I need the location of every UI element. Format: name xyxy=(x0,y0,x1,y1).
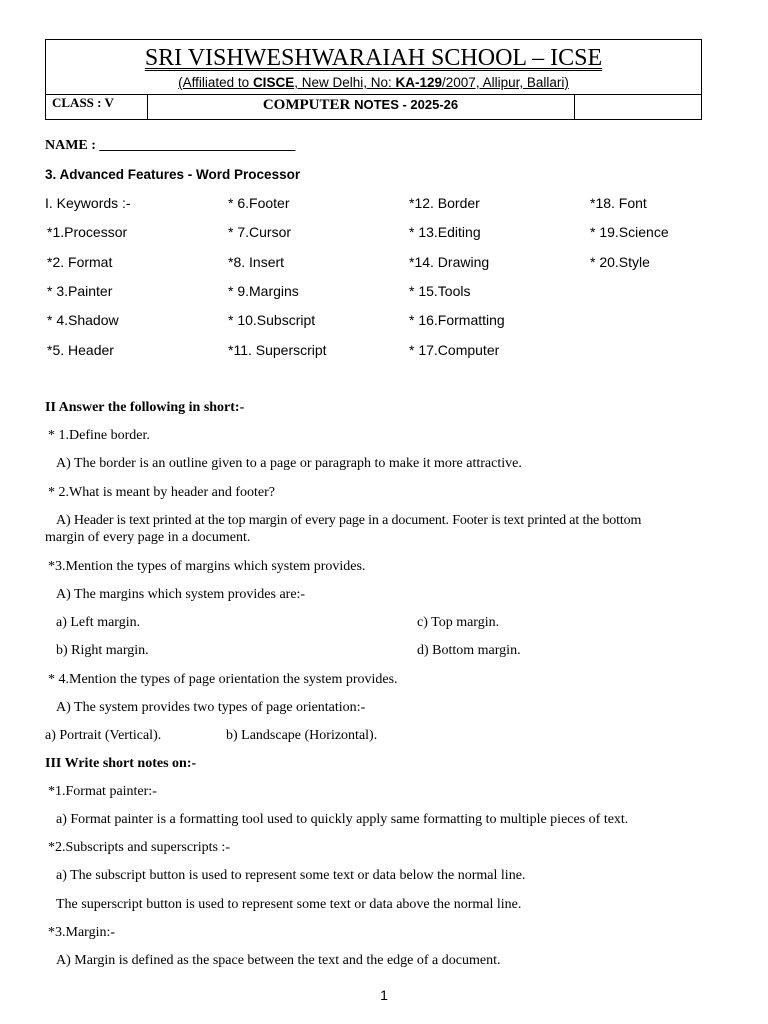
note-2-text-2: The superscript button is used to represent some text or data above the normal line. xyxy=(56,897,522,912)
keyword-item: * 13.Editing xyxy=(409,224,481,240)
note-1-title: *1.Format painter:- xyxy=(48,784,157,799)
subject-title: COMPUTER NOTES - 2025-26 xyxy=(262,97,459,113)
keyword-item: *11. Superscript xyxy=(228,342,327,358)
question-4: * 4.Mention the types of page orientation the system provides. xyxy=(48,672,398,687)
keyword-item: * 9.Margins xyxy=(228,283,299,299)
keyword-item: * 4.Shadow xyxy=(47,312,119,328)
keyword-item: *18. Font xyxy=(590,195,647,211)
question-3: *3.Mention the types of margins which system provides. xyxy=(48,559,366,574)
keyword-item: * 6.Footer xyxy=(228,195,290,211)
answer-4-option-a: a) Portrait (Vertical). xyxy=(45,728,162,743)
keyword-item: * 10.Subscript xyxy=(228,312,316,328)
note-3-text: A) Margin is defined as the space between the text and the edge of a document. xyxy=(56,953,501,968)
keyword-item: * 19.Science xyxy=(590,224,669,240)
answer-3: A) The margins which system provides are:- xyxy=(56,587,306,602)
answer-2-line-1: A) Header is text printed at the top margin of every page in a document. Footer is text printed at the bottom xyxy=(56,513,642,528)
class-label: CLASS : V xyxy=(52,95,114,110)
note-3-title: *3.Margin:- xyxy=(48,925,116,940)
keyword-item: *1.Processor xyxy=(47,224,128,240)
page-number: 1 xyxy=(380,987,388,1003)
answer-2-line-2: margin of every page in a document. xyxy=(45,530,251,545)
section-3-heading: III Write short notes on:- xyxy=(45,756,197,771)
note-2-text-1: a) The subscript button is used to represent some text or data below the normal line. xyxy=(56,868,526,883)
keyword-item: *12. Border xyxy=(409,195,480,211)
keyword-item: * 17.Computer xyxy=(409,342,500,358)
keyword-item: *14. Drawing xyxy=(409,254,490,270)
answer-3-option-d: d) Bottom margin. xyxy=(417,643,521,658)
keyword-item: * 16.Formatting xyxy=(409,312,505,328)
answer-3-option-b: b) Right margin. xyxy=(56,643,149,658)
keyword-item: * 7.Cursor xyxy=(228,224,292,240)
question-2: * 2.What is meant by header and footer? xyxy=(48,485,276,500)
keywords-heading: I. Keywords :- xyxy=(45,195,131,211)
header-cell-divider-2 xyxy=(574,94,575,119)
question-1: * 1.Define border. xyxy=(48,428,150,443)
answer-4-option-b: b) Landscape (Horizontal). xyxy=(226,728,378,743)
name-field-label: NAME : ____________________________ xyxy=(45,138,296,153)
note-2-title: *2.Subscripts and superscripts :- xyxy=(48,840,230,855)
answer-4: A) The system provides two types of page orientation:- xyxy=(56,700,366,715)
keyword-item: *8. Insert xyxy=(228,254,285,270)
keyword-item: * 20.Style xyxy=(590,254,650,270)
chapter-title: 3. Advanced Features - Word Processor xyxy=(45,167,301,182)
answer-3-option-a: a) Left margin. xyxy=(56,615,141,630)
answer-3-option-c: c) Top margin. xyxy=(417,615,500,630)
header-box xyxy=(45,39,702,120)
affiliation-line: (Affiliated to CISCE, New Delhi, No: KA-129/2007, Allipur, Ballari) xyxy=(178,75,569,90)
keyword-item: *5. Header xyxy=(47,342,114,358)
section-2-heading: II Answer the following in short:- xyxy=(45,400,245,415)
answer-1: A) The border is an outline given to a page or paragraph to make it more attractive. xyxy=(56,456,522,471)
keyword-item: * 15.Tools xyxy=(409,283,471,299)
keyword-item: *2. Format xyxy=(47,254,113,270)
note-1-text: a) Format painter is a formatting tool used to quickly apply same formatting to multiple pieces of text. xyxy=(56,812,629,827)
keyword-item: * 3.Painter xyxy=(47,283,113,299)
school-name: SRI VISHWESHWARAIAH SCHOOL – ICSE xyxy=(144,45,603,71)
